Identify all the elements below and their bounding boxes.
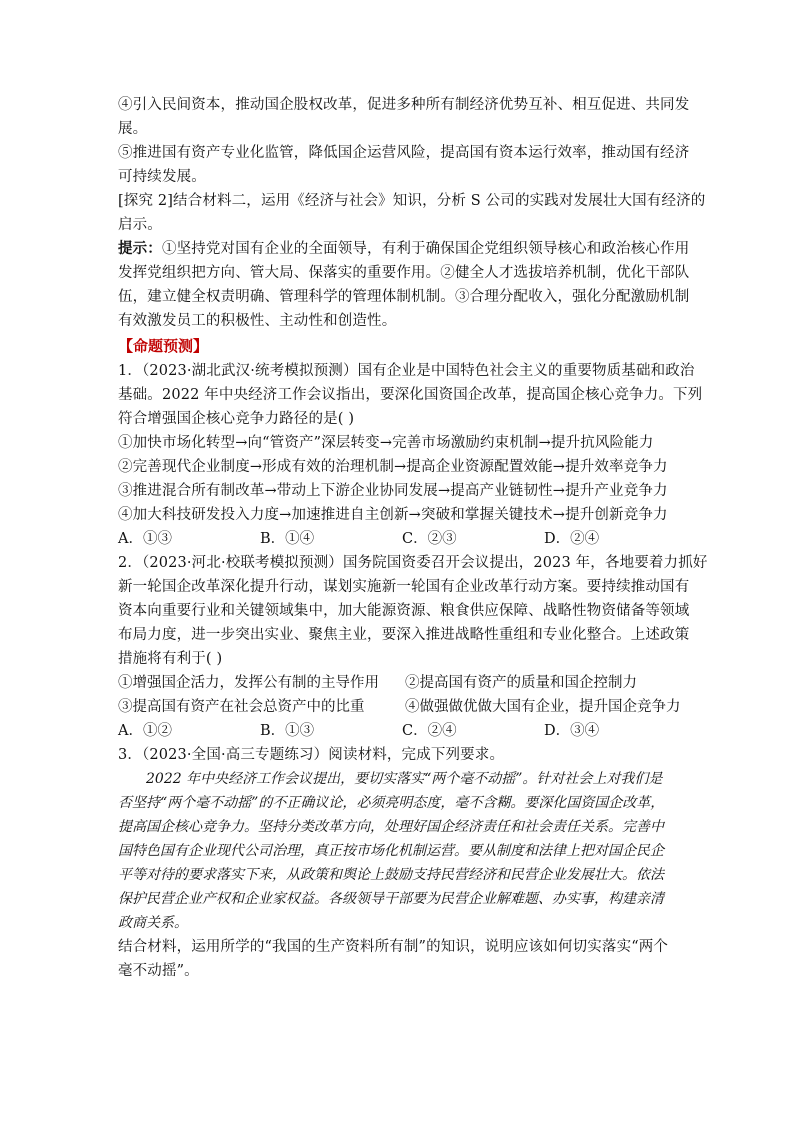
q2-option-d: D．③④ xyxy=(544,723,600,739)
item-4-line-1: ④引入民间资本，推动国企股权改革，促进多种所有制经济优势互补、相互促进、共同发 xyxy=(118,97,690,113)
q3-material-line-3: 提高国企核心竞争力。坚持分类改革方向，处理好国企经济责任和社会责任关系。完善中 xyxy=(118,819,664,835)
explore-line-1: [探究 2]结合材料二，运用《经济与社会》知识，分析 S 公司的实践对发展壮大国有经济的 xyxy=(118,193,706,209)
q2-option-a: A．①② xyxy=(118,723,172,739)
q2-stem-line-5: 措施将有利于( ) xyxy=(118,651,223,667)
hint-line-3: 伍，建立健全权责明确、管理科学的管理体制机制。③合理分配收入，强化分配激励机制 xyxy=(118,289,690,305)
q3-stem: 3．（2023·全国·高三专题练习）阅读材料，完成下列要求。 xyxy=(118,747,505,763)
q2-statements-row-1 xyxy=(118,671,688,695)
q3-material xyxy=(118,767,688,935)
q1-option-d: D．②④ xyxy=(544,531,600,547)
q2-statements-row-2 xyxy=(118,695,688,719)
document-page xyxy=(118,93,708,983)
hint-line-4: 有效激发员工的积极性、主动性和创造性。 xyxy=(118,313,397,329)
q3-material-line-2: 否坚持“两个毫不动摇”的不正确议论，必须亮明态度，毫不含糊。要深化国资国企改革， xyxy=(118,795,665,811)
item-5-line-2: 可持续发展。 xyxy=(118,169,206,185)
question-1 xyxy=(118,359,703,551)
q2-options xyxy=(118,719,688,743)
q2-stem-line-1: 2．（2023·河北·校联考模拟预测）国务院国资委召开会议提出，2023 年，各地要着力抓好 xyxy=(118,555,708,571)
question-2 xyxy=(118,551,708,743)
question-3 xyxy=(118,743,688,983)
q2-stem-line-2: 新一轮国企改革深化提升行动，谋划实施新一轮国有企业改革行动方案。要持续推动国有 xyxy=(118,579,690,595)
q3-requirement-line-2: 毫不动摇”。 xyxy=(118,963,199,979)
q1-option-a: A．①③ xyxy=(118,531,172,547)
item-5-line-1: ⑤推进国有资产专业化监管，降低国企运营风险，提高国有资本运行效率，推动国有经济 xyxy=(118,145,690,161)
q1-stem-line-2: 基础。2022 年中央经济工作会议指出，要深化国资国企改革，提高国企核心竞争力。下列 xyxy=(118,387,703,403)
q2-stem-line-3: 资本向重要行业和关键领域集中，加大能源资源、粮食供应保障、战略性物资储备等领域 xyxy=(118,603,690,619)
q1-statement-4: ④加大科技研发投入力度→加速推进自主创新→突破和掌握关键技术→提升创新竞争力 xyxy=(118,507,668,523)
explore-line-2: 启示。 xyxy=(118,217,162,233)
q1-statement-1: ①加快市场化转型→向“管资产”深层转变→完善市场激励约束机制→提升抗风险能力 xyxy=(118,435,654,451)
q1-option-c: C．②③ xyxy=(402,531,457,547)
q3-material-line-6: 保护民营企业产权和企业家权益。各级领导干部要为民营企业解难题、办实事，构建亲清 xyxy=(118,891,664,907)
q3-material-line-4: 国特色国有企业现代公司治理，真正按市场化机制运营。要从制度和法律上把对国企民企 xyxy=(118,843,664,859)
q1-stem-line-1: 1．（2023·湖北武汉·统考模拟预测）国有企业是中国特色社会主义的重要物质基础和政治 xyxy=(118,363,695,379)
q2-statement-1: ①增强国企活力，发挥公有制的主导作用 xyxy=(118,675,379,691)
q1-statement-2: ②完善现代企业制度→形成有效的治理机制→提高企业资源配置效能→提升效率竞争力 xyxy=(118,459,668,475)
q2-statement-4: ④做强做优做大国有企业，提升国企竞争力 xyxy=(405,699,681,715)
q3-requirement-line-1: 结合材料，运用所学的“我国的生产资料所有制”的知识，说明应该如何切实落实“两个 xyxy=(118,939,669,955)
hint-label: 提示： xyxy=(118,240,162,257)
hint-line-1 xyxy=(118,237,688,261)
q1-options xyxy=(118,527,688,551)
hint-text-1: ①坚持党对国有企业的全面领导，有利于确保国企党组织领导核心和政治核心作用 xyxy=(161,241,690,257)
q2-option-c: C．②④ xyxy=(402,723,457,739)
q1-stem-line-3: 符合增强国企核心竞争力路径的是( ) xyxy=(118,411,355,427)
q3-material-line-1: 2022 年中央经济工作会议提出，要切实落实“两个毫不动摇”。针对社会上对我们是 xyxy=(146,771,663,787)
section-title: 【命题预测】 xyxy=(118,337,209,355)
hint-line-2: 发挥党组织把方向、管大局、保落实的重要作用。②健全人才选拔培养机制，优化干部队 xyxy=(118,265,690,281)
q3-material-line-5: 平等对待的要求落实下来，从政策和舆论上鼓励支持民营经济和民营企业发展壮大。依法 xyxy=(118,867,664,883)
q2-statement-3: ③提高国有资产在社会总资产中的比重 xyxy=(118,699,365,715)
q1-statement-3: ③推进混合所有制改革→带动上下游企业协同发展→提高产业链韧性→提升产业竞争力 xyxy=(118,483,668,499)
q3-material-line-7: 政商关系。 xyxy=(118,915,188,931)
q2-statement-2: ②提高国有资产的质量和国企控制力 xyxy=(405,675,637,691)
q1-option-b: B．①④ xyxy=(260,531,315,547)
q2-option-b: B．①③ xyxy=(260,723,315,739)
item-4-line-2: 展。 xyxy=(118,121,148,137)
q2-stem-line-4: 布局力度，进一步突出实业、聚焦主业，要深入推进战略性重组和专业化整合。上述政策 xyxy=(118,627,690,643)
